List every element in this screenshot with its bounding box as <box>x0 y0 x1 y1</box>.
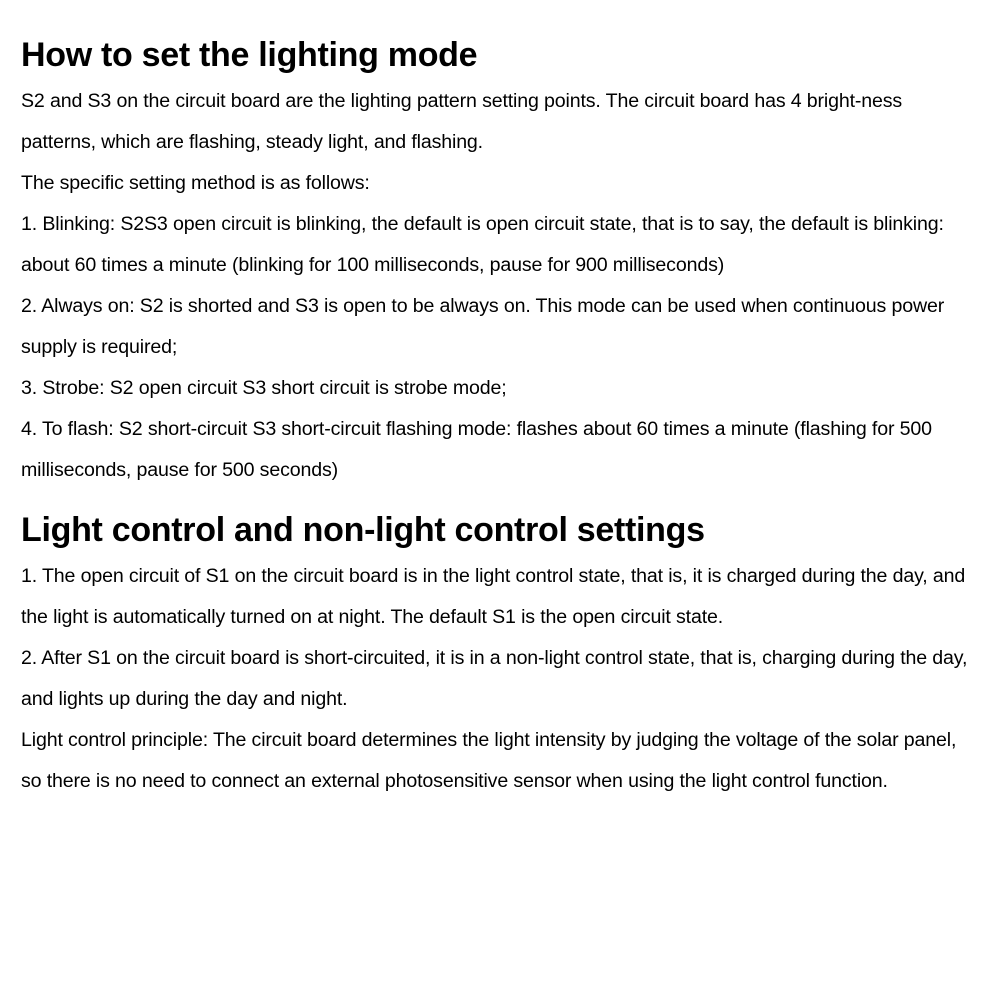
paragraph-light-control-open: 1. The open circuit of S1 on the circuit board is in the light control state, that is, it is charged during the day, and the light is automatically turned on at night. The default S1 is the open circuit state. <box>21 565 966 628</box>
paragraph-light-control-principle: Light control principle: The circuit board determines the light intensity by judging the voltage of the solar panel, so there is no need to connect an external photosensitive sensor when using the light control function. <box>21 729 957 792</box>
paragraph-mode-strobe: 3. Strobe: S2 open circuit S3 short circuit is strobe mode; <box>21 377 507 399</box>
paragraph-intro: S2 and S3 on the circuit board are the lighting pattern setting points. The circuit board has 4 bright-ness patterns, which are flashing, steady light, and flashing. <box>21 90 903 153</box>
paragraph-mode-blinking: 1. Blinking: S2S3 open circuit is blinking, the default is open circuit state, that is to say, the default is blinking: about 60 times a minute (blinking for 100 milliseconds, pause for 900 milliseconds) <box>21 213 944 276</box>
paragraph-mode-flash: 4. To flash: S2 short-circuit S3 short-circuit flashing mode: flashes about 60 times a minute (flashing for 500 milliseconds, pause for 500 seconds) <box>21 418 932 481</box>
section-heading-light-control: Light control and non-light control settings <box>21 511 705 549</box>
paragraph-light-control-short: 2. After S1 on the circuit board is short-circuited, it is in a non-light control state, that is, charging during the day, and lights up during the day and night. <box>21 647 968 710</box>
section-heading-lighting-mode: How to set the lighting mode <box>21 36 478 74</box>
paragraph-method-intro: The specific setting method is as follows: <box>21 172 370 194</box>
section-body-lighting-mode <box>21 81 981 491</box>
paragraph-mode-always-on: 2. Always on: S2 is shorted and S3 is open to be always on. This mode can be used when continuous power supply is required; <box>21 295 945 358</box>
section-body-light-control <box>21 556 981 802</box>
